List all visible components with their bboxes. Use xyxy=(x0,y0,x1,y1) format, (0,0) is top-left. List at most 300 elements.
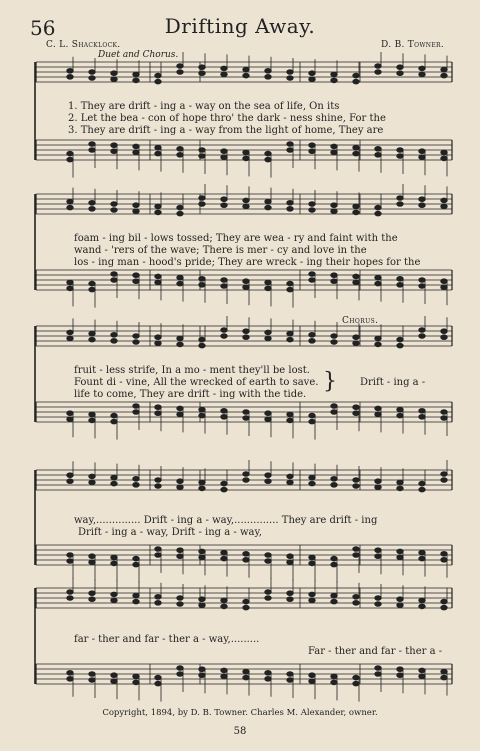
note-head xyxy=(331,410,337,415)
note-head xyxy=(111,413,117,418)
note-head xyxy=(331,599,337,604)
note-head xyxy=(177,412,183,417)
note-head xyxy=(221,72,227,77)
note-head xyxy=(67,69,73,74)
note-head xyxy=(111,208,117,213)
note-head xyxy=(67,205,73,210)
note-head xyxy=(265,330,271,335)
note-head xyxy=(111,679,117,684)
note-head xyxy=(287,672,293,677)
note-head xyxy=(309,561,315,566)
note-head xyxy=(67,330,73,335)
note-head xyxy=(221,598,227,603)
note-head xyxy=(419,149,425,154)
note-head xyxy=(111,71,117,76)
note-head xyxy=(133,150,139,155)
note-head xyxy=(331,203,337,208)
note-head xyxy=(287,412,293,417)
note-head xyxy=(133,599,139,604)
note-head xyxy=(243,67,249,72)
note-head xyxy=(89,331,95,336)
note-head xyxy=(89,148,95,153)
note-head xyxy=(243,410,249,415)
note-head xyxy=(111,592,117,597)
note-head xyxy=(177,479,183,484)
note-head xyxy=(309,413,315,418)
note-head xyxy=(331,680,337,685)
note-head xyxy=(441,204,447,209)
note-head xyxy=(67,677,73,682)
note-head xyxy=(133,72,139,77)
note-head xyxy=(221,278,227,283)
note-head xyxy=(243,204,249,209)
note-head xyxy=(199,71,205,76)
note-head xyxy=(375,64,381,69)
note-head xyxy=(441,558,447,563)
lyric-chorus-upper-1: way,.............. Drift - ing a - way,.............. They are drift - ing xyxy=(74,515,378,526)
note-head xyxy=(67,596,73,601)
note-head xyxy=(67,280,73,285)
page-number: 58 xyxy=(233,726,247,737)
note-head xyxy=(111,278,117,283)
lyric-verse-3-line-3: life to come, They are drift - ing with the tide. xyxy=(74,389,307,400)
note-head xyxy=(353,204,359,209)
note-head xyxy=(243,552,249,557)
note-head xyxy=(243,150,249,155)
note-head xyxy=(265,559,271,564)
note-head xyxy=(287,142,293,147)
note-head xyxy=(133,334,139,339)
note-head xyxy=(397,148,403,153)
note-head xyxy=(441,150,447,155)
note-head xyxy=(89,207,95,212)
note-head xyxy=(331,483,337,488)
note-head xyxy=(221,415,227,420)
note-head xyxy=(67,151,73,156)
note-head xyxy=(111,673,117,678)
hymn-title: Drifting Away. xyxy=(164,14,316,38)
note-head xyxy=(309,278,315,283)
note-head xyxy=(199,283,205,288)
note-head xyxy=(309,679,315,684)
note-head xyxy=(441,605,447,610)
note-head xyxy=(221,328,227,333)
note-head xyxy=(177,147,183,152)
note-head xyxy=(375,666,381,671)
note-head xyxy=(199,480,205,485)
note-head xyxy=(353,335,359,340)
note-head xyxy=(265,280,271,285)
note-head xyxy=(243,335,249,340)
note-head xyxy=(375,336,381,341)
note-head xyxy=(331,477,337,482)
note-head xyxy=(441,67,447,72)
note-head xyxy=(199,413,205,418)
note-head xyxy=(177,596,183,601)
verse-brace: } xyxy=(323,369,337,394)
note-head xyxy=(441,335,447,340)
note-head xyxy=(265,677,271,682)
note-head xyxy=(287,281,293,286)
note-head xyxy=(89,281,95,286)
note-head xyxy=(287,597,293,602)
note-head xyxy=(353,274,359,279)
chorus-label: Chorus. xyxy=(342,316,379,326)
note-head xyxy=(133,562,139,567)
note-head xyxy=(441,156,447,161)
note-head xyxy=(353,601,359,606)
note-head xyxy=(111,475,117,480)
note-head xyxy=(89,418,95,423)
note-head xyxy=(309,208,315,213)
note-head xyxy=(111,481,117,486)
note-head xyxy=(419,278,425,283)
note-head xyxy=(309,419,315,424)
note-head xyxy=(397,667,403,672)
note-head xyxy=(199,555,205,560)
composer-credit: D. B. Towner. xyxy=(381,40,444,50)
note-head xyxy=(155,675,161,680)
note-head xyxy=(375,602,381,607)
note-head xyxy=(397,71,403,76)
lyric-verse-2-line-1: 2. Let the bea - con of hope thro' the dark - ness shine, For the xyxy=(68,113,386,124)
note-head xyxy=(309,475,315,480)
note-head xyxy=(89,678,95,683)
note-head xyxy=(155,280,161,285)
note-head xyxy=(133,273,139,278)
lyric-chorus-lower-1: Drift - ing a - way, Drift - ing a - way, xyxy=(78,527,262,538)
note-head xyxy=(309,143,315,148)
note-head xyxy=(199,603,205,608)
note-head xyxy=(67,671,73,676)
note-head xyxy=(419,409,425,414)
note-head xyxy=(199,337,205,342)
note-head xyxy=(177,554,183,559)
note-head xyxy=(265,69,271,74)
note-head xyxy=(375,554,381,559)
note-head xyxy=(287,76,293,81)
note-head xyxy=(243,472,249,477)
note-head xyxy=(353,675,359,680)
note-head xyxy=(397,413,403,418)
note-head xyxy=(155,79,161,84)
note-head xyxy=(265,157,271,162)
note-head xyxy=(441,472,447,477)
note-head xyxy=(331,674,337,679)
note-head xyxy=(221,409,227,414)
note-head xyxy=(331,144,337,149)
note-head xyxy=(375,596,381,601)
hymn-number: 56 xyxy=(30,16,56,40)
note-head xyxy=(265,75,271,80)
note-head xyxy=(133,556,139,561)
note-head xyxy=(375,412,381,417)
note-head xyxy=(309,333,315,338)
note-head xyxy=(89,287,95,292)
note-head xyxy=(309,598,315,603)
note-head xyxy=(375,479,381,484)
note-head xyxy=(287,474,293,479)
note-head xyxy=(177,336,183,341)
note-head xyxy=(243,329,249,334)
note-head xyxy=(309,339,315,344)
note-head xyxy=(441,198,447,203)
note-head xyxy=(111,339,117,344)
note-head xyxy=(221,66,227,71)
note-head xyxy=(397,277,403,282)
note-head xyxy=(309,481,315,486)
note-head xyxy=(133,593,139,598)
note-head xyxy=(221,604,227,609)
note-head xyxy=(67,199,73,204)
note-head xyxy=(111,561,117,566)
note-head xyxy=(441,416,447,421)
note-head xyxy=(177,342,183,347)
note-head xyxy=(309,77,315,82)
note-head xyxy=(375,153,381,158)
lyric-verse-1-line-2: foam - ing bil - lows tossed; They are wea - ry and faint with the xyxy=(74,233,398,244)
lyric-chorus-start: Drift - ing a - xyxy=(360,377,426,388)
note-head xyxy=(111,333,117,338)
note-head xyxy=(287,201,293,206)
note-head xyxy=(199,549,205,554)
note-head xyxy=(133,410,139,415)
note-head xyxy=(199,597,205,602)
note-head xyxy=(243,599,249,604)
note-head xyxy=(375,672,381,677)
note-head xyxy=(375,342,381,347)
note-head xyxy=(67,473,73,478)
note-head xyxy=(199,667,205,672)
note-head xyxy=(89,201,95,206)
note-head xyxy=(67,479,73,484)
performance-direction: Duet and Chorus. xyxy=(98,50,179,60)
note-head xyxy=(67,411,73,416)
note-head xyxy=(89,412,95,417)
note-head xyxy=(309,272,315,277)
note-head xyxy=(177,485,183,490)
note-head xyxy=(353,411,359,416)
note-head xyxy=(309,202,315,207)
note-head xyxy=(111,555,117,560)
note-head xyxy=(177,211,183,216)
note-head xyxy=(419,550,425,555)
note-head xyxy=(353,478,359,483)
note-head xyxy=(243,285,249,290)
note-head xyxy=(67,75,73,80)
note-head xyxy=(397,202,403,207)
note-head xyxy=(221,550,227,555)
note-head xyxy=(67,157,73,162)
note-head xyxy=(67,559,73,564)
note-head xyxy=(67,553,73,558)
note-head xyxy=(353,484,359,489)
note-head xyxy=(419,72,425,77)
note-head xyxy=(441,552,447,557)
note-head xyxy=(353,681,359,686)
note-head xyxy=(155,151,161,156)
note-head xyxy=(199,486,205,491)
note-head xyxy=(243,198,249,203)
note-head xyxy=(353,145,359,150)
note-head xyxy=(265,553,271,558)
note-head xyxy=(155,484,161,489)
note-head xyxy=(397,196,403,201)
note-head xyxy=(67,336,73,341)
note-head xyxy=(155,547,161,552)
note-head xyxy=(419,481,425,486)
note-head xyxy=(419,604,425,609)
lyric-verse-1-line-3: fruit - less strife, In a mo - ment they'll be lost. xyxy=(74,365,310,376)
note-head xyxy=(243,669,249,674)
note-head xyxy=(375,548,381,553)
note-head xyxy=(221,197,227,202)
note-head xyxy=(111,419,117,424)
note-head xyxy=(353,73,359,78)
note-head xyxy=(287,337,293,342)
note-head xyxy=(287,480,293,485)
note-head xyxy=(331,593,337,598)
note-head xyxy=(287,287,293,292)
note-head xyxy=(441,279,447,284)
note-head xyxy=(155,405,161,410)
note-head xyxy=(397,597,403,602)
note-head xyxy=(441,329,447,334)
note-head xyxy=(287,591,293,596)
note-head xyxy=(177,153,183,158)
note-head xyxy=(331,340,337,345)
note-head xyxy=(397,283,403,288)
note-head xyxy=(441,285,447,290)
note-head xyxy=(177,602,183,607)
note-head xyxy=(67,417,73,422)
note-head xyxy=(331,334,337,339)
note-head xyxy=(353,595,359,600)
note-head xyxy=(89,70,95,75)
lyric-verse-3-line-1: 3. They are drift - ing a - way from the light of home, They are xyxy=(68,125,384,136)
note-head xyxy=(309,592,315,597)
note-head xyxy=(243,416,249,421)
note-head xyxy=(177,672,183,677)
note-head xyxy=(133,674,139,679)
note-head xyxy=(331,209,337,214)
note-head xyxy=(287,678,293,683)
note-head xyxy=(155,601,161,606)
lyric-verse-2-line-2: wand - 'rers of the wave; There is mer - cy and love in the xyxy=(74,245,367,256)
note-head xyxy=(89,142,95,147)
note-head xyxy=(155,411,161,416)
note-head xyxy=(397,486,403,491)
note-head xyxy=(133,680,139,685)
note-head xyxy=(331,72,337,77)
note-head xyxy=(265,336,271,341)
note-head xyxy=(155,553,161,558)
note-head xyxy=(177,275,183,280)
note-head xyxy=(441,73,447,78)
note-head xyxy=(287,560,293,565)
note-head xyxy=(419,556,425,561)
note-head xyxy=(397,154,403,159)
note-head xyxy=(199,673,205,678)
note-head xyxy=(67,590,73,595)
note-head xyxy=(89,672,95,677)
note-head xyxy=(331,150,337,155)
note-head xyxy=(397,407,403,412)
note-head xyxy=(331,556,337,561)
note-head xyxy=(265,473,271,478)
note-head xyxy=(331,78,337,83)
note-head xyxy=(67,286,73,291)
note-head xyxy=(155,478,161,483)
note-head xyxy=(89,480,95,485)
note-head xyxy=(155,73,161,78)
note-head xyxy=(111,77,117,82)
note-head xyxy=(375,406,381,411)
note-head xyxy=(89,554,95,559)
lyricist-credit: C. L. Shacklock. xyxy=(46,40,121,50)
note-head xyxy=(441,675,447,680)
note-head xyxy=(265,286,271,291)
note-head xyxy=(177,281,183,286)
note-head xyxy=(331,404,337,409)
note-head xyxy=(397,555,403,560)
note-head xyxy=(353,151,359,156)
note-head xyxy=(375,205,381,210)
note-head xyxy=(265,205,271,210)
note-head xyxy=(419,203,425,208)
note-head xyxy=(133,340,139,345)
note-head xyxy=(419,487,425,492)
note-head xyxy=(375,70,381,75)
note-head xyxy=(419,668,425,673)
note-head xyxy=(353,79,359,84)
note-head xyxy=(155,681,161,686)
note-head xyxy=(375,281,381,286)
note-head xyxy=(441,410,447,415)
note-head xyxy=(397,337,403,342)
note-head xyxy=(89,591,95,596)
note-head xyxy=(265,151,271,156)
note-head xyxy=(243,279,249,284)
note-head xyxy=(133,78,139,83)
note-head xyxy=(133,203,139,208)
note-head xyxy=(155,274,161,279)
note-head xyxy=(353,405,359,410)
note-head xyxy=(133,144,139,149)
note-head xyxy=(375,147,381,152)
note-head xyxy=(221,674,227,679)
note-head xyxy=(89,337,95,342)
note-head xyxy=(353,341,359,346)
note-head xyxy=(397,480,403,485)
note-head xyxy=(331,279,337,284)
note-head xyxy=(177,64,183,69)
note-head xyxy=(419,284,425,289)
note-head xyxy=(199,154,205,159)
note-head xyxy=(441,478,447,483)
note-head xyxy=(309,149,315,154)
note-head xyxy=(419,334,425,339)
note-head xyxy=(375,485,381,490)
note-head xyxy=(419,155,425,160)
note-head xyxy=(221,284,227,289)
note-head xyxy=(89,597,95,602)
note-head xyxy=(419,328,425,333)
note-head xyxy=(155,145,161,150)
note-head xyxy=(265,417,271,422)
lyric-verse-1-line-1: 1. They are drift - ing a - way on the sea of life, On its xyxy=(68,101,340,112)
note-head xyxy=(199,343,205,348)
